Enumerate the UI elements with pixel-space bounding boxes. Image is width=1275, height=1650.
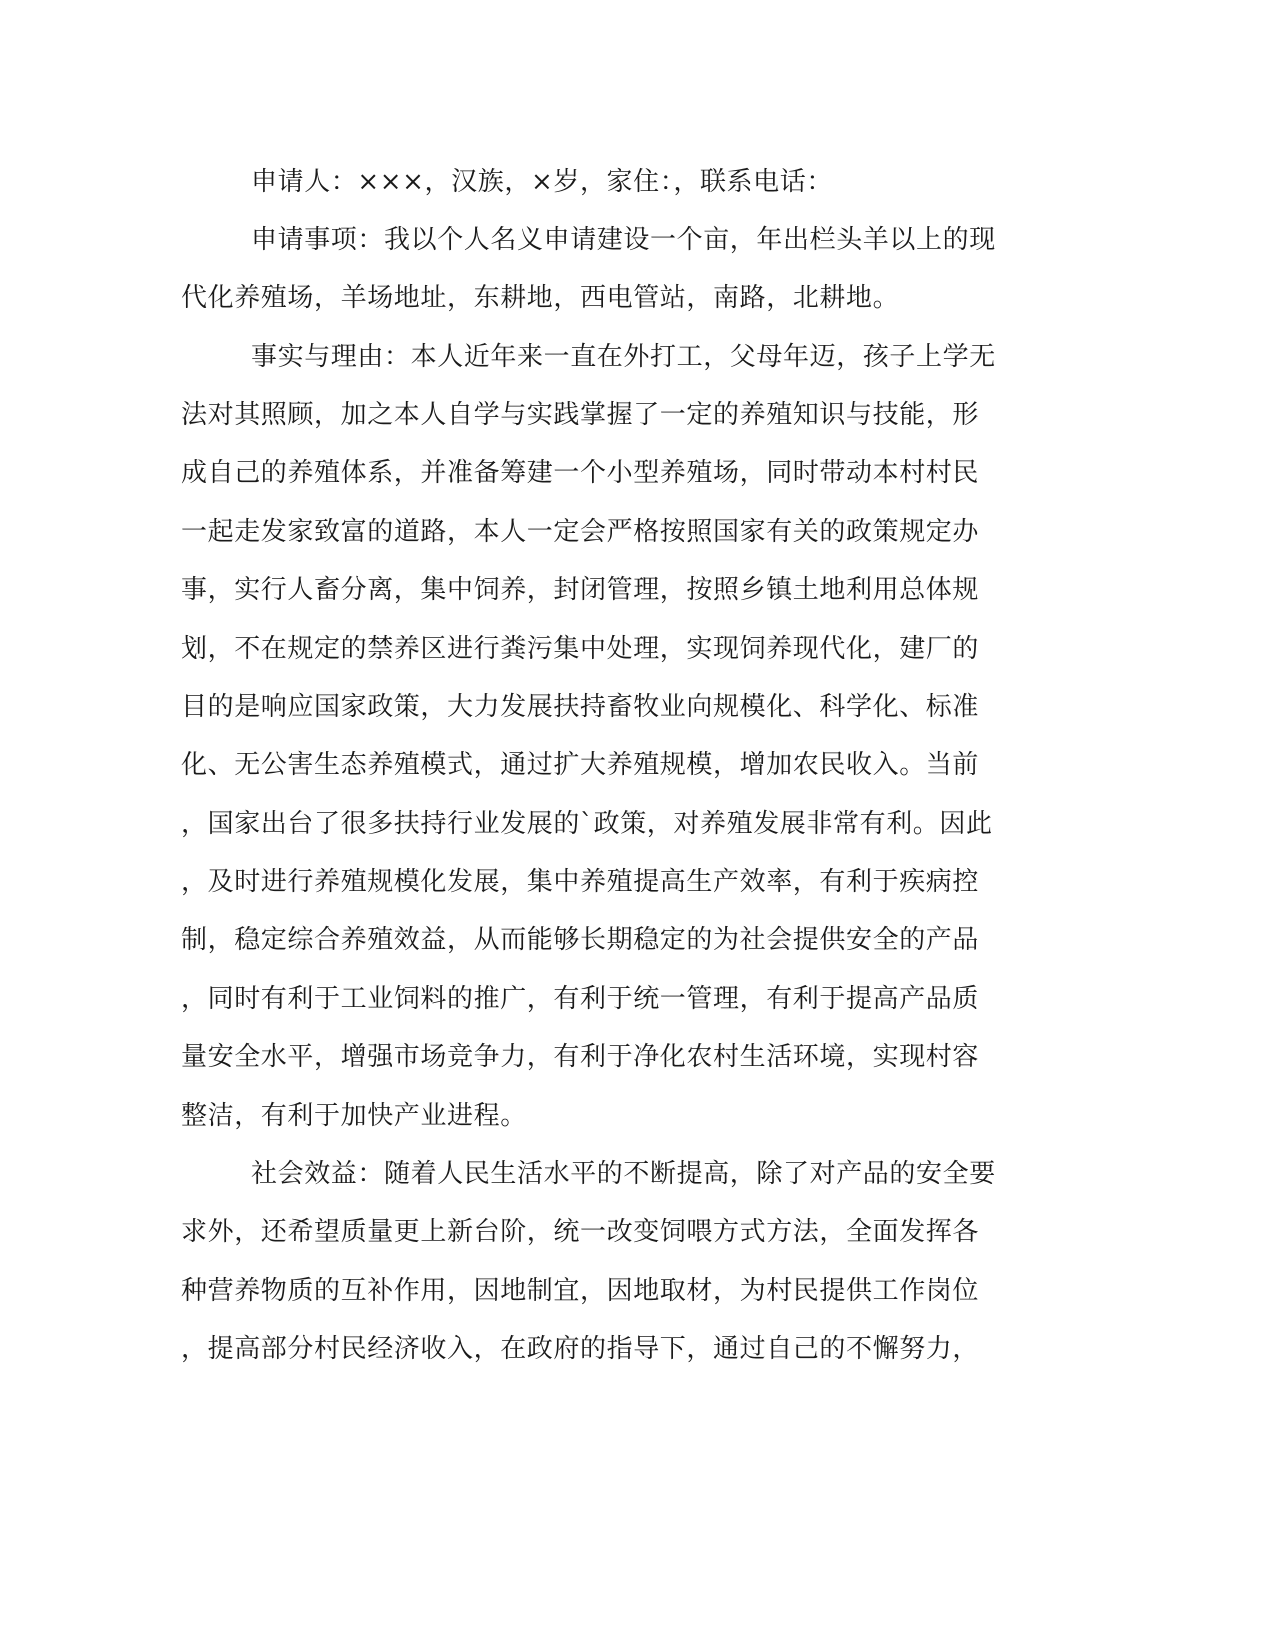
reason-line-13: 量安全水平，增强市场竞争力，有利于净化农村生活环境，实现村容 [181, 1042, 980, 1072]
reason-line-1: 事实与理由：本人近年来一直在外打工，父母年迈，孩子上学无 [251, 342, 996, 372]
reason-line-10: ，及时进行养殖规模化发展，集中养殖提高生产效率，有利于疾病控 [181, 867, 980, 897]
benefit-line-3: 种营养物质的互补作用，因地制宜，因地取材，为村民提供工作岗位 [181, 1276, 980, 1306]
benefit-line-4: ，提高部分村民经济收入，在政府的指导下，通过自己的不懈努力， [181, 1334, 980, 1364]
applicant-line: 申请人：×××，汉族，×岁，家住：，联系电话： [251, 167, 833, 197]
reason-line-4: 一起走发家致富的道路，本人一定会严格按照国家有关的政策规定办 [181, 517, 980, 547]
reason-line-12: ，同时有利于工业饲料的推广，有利于统一管理，有利于提高产品质 [181, 984, 980, 1014]
reason-line-5: 事，实行人畜分离，集中饲养，封闭管理，按照乡镇土地利用总体规 [181, 575, 980, 605]
reason-line-9: ，国家出台了很多扶持行业发展的`政策，对养殖发展非常有利。因此 [181, 809, 993, 839]
reason-line-3: 成自己的养殖体系，并准备筹建一个小型养殖场，同时带动本村村民 [181, 458, 980, 488]
reason-line-14: 整洁，有利于加快产业进程。 [181, 1101, 527, 1131]
benefit-line-1: 社会效益：随着人民生活水平的不断提高，除了对产品的安全要 [251, 1159, 996, 1189]
reason-line-2: 法对其照顾，加之本人自学与实践掌握了一定的养殖知识与技能，形 [181, 400, 980, 430]
reason-line-8: 化、无公害生态养殖模式，通过扩大养殖规模，增加农民收入。当前 [181, 750, 980, 780]
reason-line-11: 制，稳定综合养殖效益，从而能够长期稳定的为社会提供安全的产品 [181, 925, 980, 955]
reason-line-7: 目的是响应国家政策，大力发展扶持畜牧业向规模化、科学化、标准 [181, 692, 980, 722]
benefit-line-2: 求外，还希望质量更上新台阶，统一改变饲喂方式方法，全面发挥各 [181, 1217, 980, 1247]
request-line-2: 代化养殖场，羊场地址，东耕地，西电管站，南路，北耕地。 [181, 283, 900, 313]
request-line-1: 申请事项：我以个人名义申请建设一个亩，年出栏头羊以上的现 [251, 225, 996, 255]
reason-line-6: 划，不在规定的禁养区进行粪污集中处理，实现饲养现代化，建厂的 [181, 634, 980, 664]
